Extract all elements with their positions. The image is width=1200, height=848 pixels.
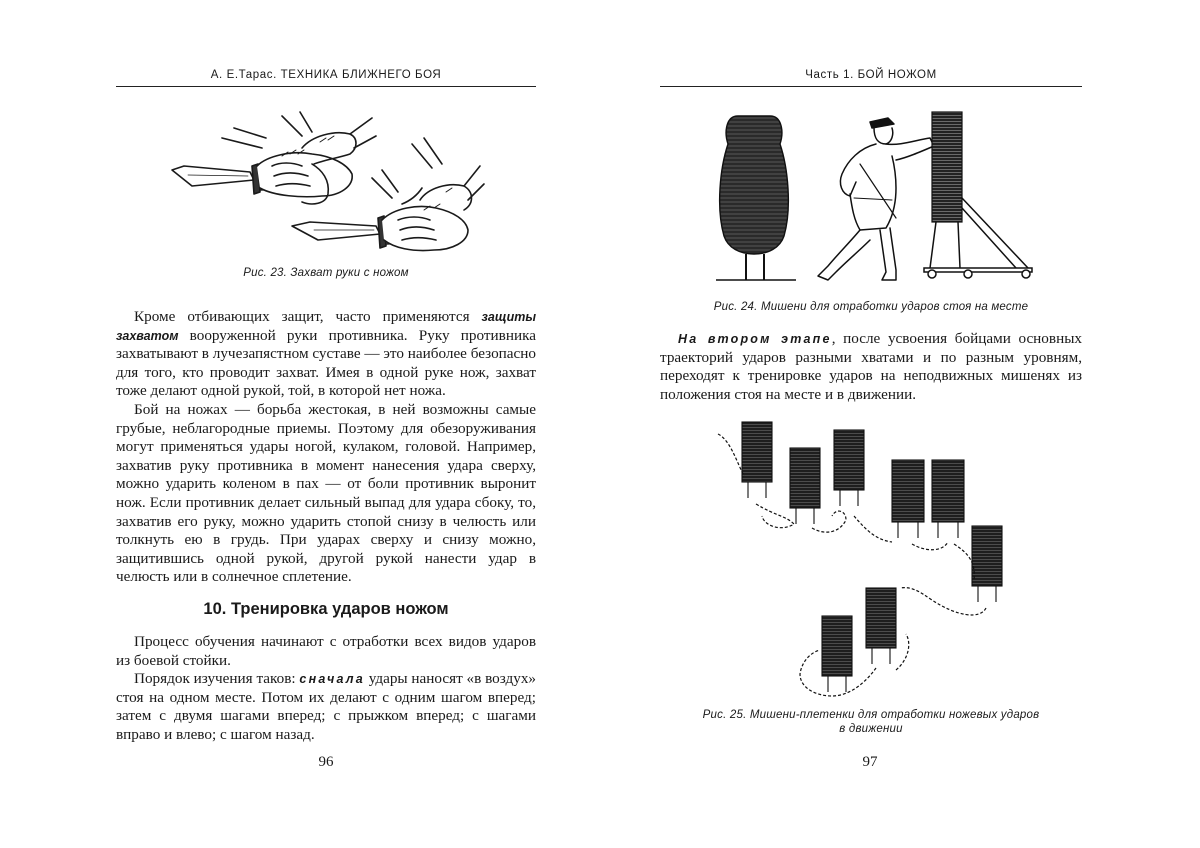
paragraph: Кроме отбивающих защит, часто применяются защиты захватом вооруженной руки противника. Руку противника захватывают в лучезапястном суставе — это наиболее безопасно для того, кто проводит захват. Имея в одной руке нож, захват тоже делают одной рукой, той, в которой нет ножа. bbox=[116, 308, 537, 400]
left-body-text-2 bbox=[116, 633, 536, 745]
page-number: 96 bbox=[318, 754, 334, 770]
figure-25-caption bbox=[660, 708, 1082, 736]
right-page bbox=[600, 0, 1200, 848]
figure-24-caption: Рис. 24. Мишени для отработки ударов стоя на месте bbox=[713, 301, 1029, 313]
running-head: А. Е.Тарас. ТЕХНИКА БЛИЖНЕГО БОЯ bbox=[210, 69, 442, 81]
figure-25-illustration bbox=[716, 420, 1036, 708]
figure-25-caption-line-1: Рис. 25. Мишени-плетенки для отработки ножевых ударов bbox=[702, 709, 1040, 721]
section-title: 10. Тренировка ударов ножом bbox=[203, 600, 449, 618]
left-body-text bbox=[116, 308, 536, 587]
emphasis-text: На втором этапе bbox=[678, 332, 832, 346]
running-head: Часть 1. БОЙ НОЖОМ bbox=[805, 69, 937, 81]
header-rule bbox=[660, 86, 1082, 87]
figure-24-illustration bbox=[710, 108, 1046, 286]
paragraph: Процесс обучения начинают с отработки всех видов ударов из боевой стойки. bbox=[116, 633, 536, 669]
right-body-text bbox=[660, 330, 1082, 404]
figure-23-illustration bbox=[162, 108, 488, 254]
paragraph: Бой на ножах — борьба жестокая, в ней возможны самые грубые, неблагородные приемы. Поэтому для обезоруживания могут применяться удары ногой, кулаком, головой. Например, захватив руку противника в момент нанесения удара сверху, можно ударить коленом в пах — от боли противник выронит нож. Если противник делает сильный выпад для удара сбоку, то, захватив его руку, можно ударить стопой снизу в челюсть или толкнуть ею в грудь. При ударах сверху и снизу можно, защитившись одной рукой, другой рукой нанести удар в челюсть или в солнечное сплетение. bbox=[116, 400, 536, 586]
page-number: 97 bbox=[862, 754, 878, 770]
emphasis-text: сначала bbox=[299, 672, 365, 687]
paragraph: На втором этапе, после усвоения бойцами основных траекторий ударов разными хватами и по разным уровням, переходят к тренировке ударов на неподвижных мишенях из положения стоя на месте и в движении. bbox=[660, 330, 1082, 403]
paragraph: Порядок изучения таков: сначала удары наносят «в воздух» стоя на одном месте. Потом их делают с одним шагом вперед; затем с двумя шагами вперед; с прыжком вперед; с шагами вправо и влево; с шагом назад. bbox=[116, 670, 537, 743]
header-rule bbox=[116, 86, 536, 87]
figure-23-caption: Рис. 23. Захват руки с ножом bbox=[243, 267, 409, 279]
emphasis-text: защиты захватом bbox=[116, 310, 536, 343]
figure-25-caption-line-2: в движении bbox=[839, 723, 903, 735]
